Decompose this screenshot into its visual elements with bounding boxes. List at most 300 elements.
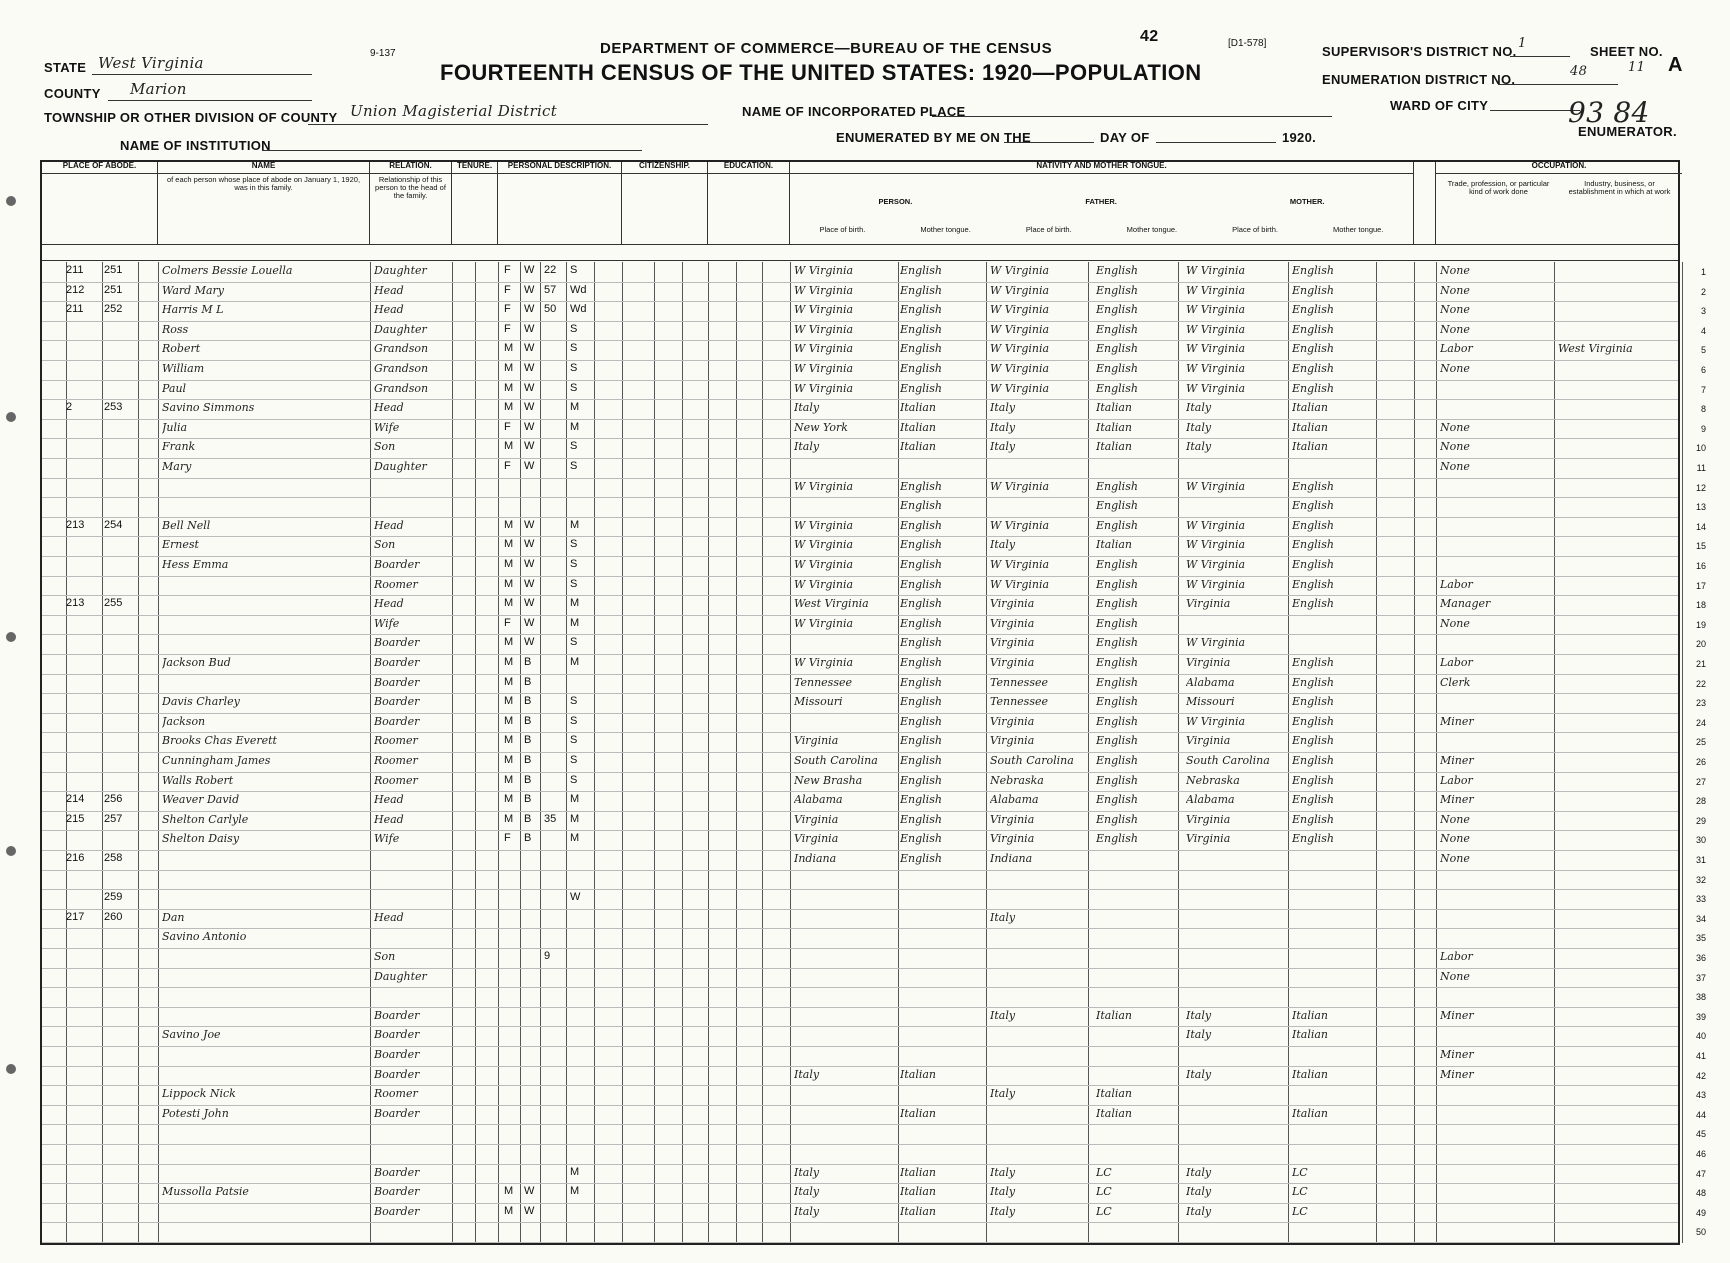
- cell-ms: S: [570, 322, 578, 335]
- cell-name: Robert: [162, 342, 201, 356]
- enumeration-district-label: ENUMERATION DISTRICT NO.: [1322, 72, 1516, 87]
- cell-mtongue: English: [1292, 322, 1334, 336]
- table-row: [42, 830, 1706, 851]
- cell-race: B: [524, 656, 532, 668]
- line-number: 5: [1700, 345, 1706, 356]
- cell-tongue: English: [900, 342, 942, 356]
- cell-mpob: W Virginia: [1186, 264, 1246, 277]
- cell-name: Jackson Bud: [162, 656, 231, 669]
- table-row: [42, 517, 1706, 538]
- cell-ftongue: English: [1096, 518, 1138, 532]
- table-row: [42, 1085, 1706, 1106]
- header-divider: [42, 244, 1678, 245]
- cell-sex: M: [504, 440, 514, 453]
- cell-rel: Head: [374, 283, 404, 297]
- cell-ftongue: English: [1096, 381, 1138, 395]
- column-number-divider: [42, 260, 1678, 261]
- cell-pob: W Virginia: [794, 518, 854, 532]
- table-row: [42, 1144, 1706, 1165]
- cell-ftongue: English: [1096, 558, 1138, 571]
- cell-ftongue: Italian: [1096, 1087, 1133, 1101]
- label-birth: Place of birth.: [1025, 225, 1072, 235]
- cell-rel: Head: [374, 518, 404, 532]
- cell-dw: 214: [66, 793, 85, 806]
- cell-ftongue: English: [1096, 303, 1138, 317]
- line-number: 27: [1695, 776, 1706, 787]
- cell-sex: F: [504, 322, 511, 335]
- table-row: [42, 536, 1706, 557]
- cell-dw: 216: [66, 852, 85, 864]
- line-number: 34: [1695, 913, 1706, 924]
- cell-tongue: English: [900, 773, 942, 787]
- enumeration-district-underline: [1498, 84, 1618, 85]
- cell-mpob: Virginia: [1186, 812, 1231, 826]
- cell-mpob: W Virginia: [1186, 381, 1246, 395]
- cell-tongue: English: [900, 852, 942, 865]
- cell-ftongue: Italian: [1096, 1008, 1133, 1022]
- cell-ms: M: [570, 832, 580, 845]
- cell-race: W: [524, 322, 535, 335]
- cell-rel: Boarder: [374, 1028, 420, 1042]
- col-education: [708, 162, 790, 244]
- cell-mpob: Virginia: [1186, 832, 1231, 846]
- cell-ms: M: [570, 793, 580, 806]
- table-row: [42, 478, 1706, 499]
- cell-rel: Daughter: [374, 969, 427, 983]
- cell-race: W: [524, 460, 535, 472]
- form-code: [D1-578]: [1228, 38, 1267, 49]
- line-number: 22: [1695, 678, 1706, 689]
- cell-mpob: W Virginia: [1186, 538, 1246, 552]
- cell-mtongue: English: [1292, 597, 1334, 611]
- cell-ms: M: [570, 1165, 580, 1178]
- line-number: 21: [1695, 659, 1706, 669]
- cell-pob: W Virginia: [794, 303, 854, 317]
- line-number: 8: [1700, 404, 1706, 415]
- cell-fpob: Virginia: [990, 734, 1035, 748]
- line-number: 11: [1696, 463, 1706, 473]
- cell-fpob: W Virginia: [990, 342, 1050, 356]
- cell-mtongue: English: [1292, 793, 1334, 807]
- cell-fam: 260: [104, 910, 123, 923]
- cell-ms: S: [570, 734, 578, 747]
- cell-fpob: Italy: [990, 1165, 1016, 1179]
- col-personal-description: [498, 162, 622, 244]
- cell-fpob: Virginia: [990, 616, 1035, 630]
- cell-ms: M: [570, 656, 580, 668]
- cell-tongue: English: [900, 538, 942, 552]
- cell-tongue: English: [900, 264, 942, 277]
- cell-fpob: W Virginia: [990, 518, 1050, 532]
- cell-race: B: [524, 812, 532, 825]
- cell-pob: W Virginia: [794, 577, 854, 591]
- cell-rel: Grandson: [374, 342, 429, 356]
- line-number: 38: [1695, 992, 1706, 1003]
- cell-occ: None: [1440, 283, 1470, 297]
- group-label: TENURE.: [452, 162, 497, 174]
- cell-ftongue: English: [1096, 695, 1138, 709]
- cell-pob: Italy: [794, 1165, 820, 1179]
- cell-name: Lippock Nick: [162, 1087, 236, 1101]
- line-number: 30: [1695, 835, 1706, 846]
- cell-name: Jackson: [162, 714, 206, 728]
- cell-fpob: W Virginia: [990, 577, 1050, 591]
- cell-occ: None: [1440, 616, 1470, 630]
- cell-mtongue: LC: [1292, 1185, 1308, 1199]
- table-row: [42, 360, 1706, 381]
- cell-dw: 2: [66, 401, 73, 414]
- sheet-letter: A: [1668, 54, 1683, 76]
- cell-mpob: Italy: [1186, 1185, 1212, 1199]
- cell-race: W: [524, 420, 535, 433]
- cell-fpob: Italy: [990, 910, 1016, 924]
- cell-fam: 251: [104, 264, 123, 276]
- cell-ftongue: English: [1096, 754, 1138, 767]
- table-row: [42, 968, 1706, 989]
- group-label: RELATION.: [370, 162, 451, 174]
- cell-name: Potesti John: [162, 1106, 229, 1120]
- label-birth: Place of birth.: [819, 225, 866, 235]
- cell-mpob: Virginia: [1186, 597, 1231, 611]
- cell-sex: M: [504, 695, 514, 708]
- column-rule: [1682, 262, 1683, 1243]
- cell-occ: Labor: [1440, 342, 1473, 356]
- cell-race: B: [524, 793, 532, 806]
- institution-underline: [262, 150, 642, 151]
- cell-ms: M: [570, 518, 580, 531]
- binding-hole: [6, 632, 16, 642]
- cell-name: Mussolla Patsie: [162, 1185, 249, 1199]
- cell-race: B: [524, 714, 532, 727]
- county-underline: [108, 100, 312, 101]
- name-description: of each person whose place of abode on January 1, 1920, was in this family.: [166, 174, 361, 193]
- cell-mtongue: Italian: [1292, 1028, 1329, 1042]
- cell-dw: 212: [66, 283, 85, 296]
- table-row: [42, 791, 1706, 812]
- page-stamp: 42: [1140, 28, 1159, 45]
- cell-pob: W Virginia: [794, 538, 854, 552]
- col-name: [158, 162, 370, 244]
- cell-rel: Boarder: [374, 714, 420, 728]
- cell-fpob: W Virginia: [990, 479, 1050, 493]
- cell-mtongue: English: [1292, 283, 1334, 297]
- cell-mtongue: English: [1292, 303, 1334, 317]
- cell-sex: M: [504, 793, 514, 806]
- group-label: PLACE OF ABODE.: [42, 162, 157, 174]
- cell-fpob: Italy: [990, 401, 1016, 415]
- cell-fam: 254: [104, 518, 123, 531]
- cell-occ: Labor: [1440, 950, 1473, 963]
- cell-rel: Wife: [374, 832, 400, 846]
- cell-tongue: English: [900, 636, 942, 650]
- cell-ms: M: [570, 812, 580, 825]
- cell-name: Weaver David: [162, 793, 240, 807]
- cell-mtongue: English: [1292, 773, 1334, 787]
- cell-sex: F: [504, 616, 511, 629]
- cell-fpob: W Virginia: [990, 303, 1050, 317]
- cell-fam: 255: [104, 597, 123, 610]
- table-row: [42, 674, 1706, 695]
- cell-name: Walls Robert: [162, 773, 234, 787]
- cell-mtongue: English: [1292, 675, 1334, 689]
- line-number: 46: [1695, 1149, 1706, 1159]
- cell-occ: None: [1440, 303, 1470, 317]
- cell-occ: Miner: [1440, 1008, 1474, 1022]
- cell-sex: M: [504, 381, 514, 394]
- cell-name: Frank: [162, 440, 196, 454]
- schedule-rows: [42, 262, 1706, 1243]
- line-number: 2: [1700, 286, 1706, 297]
- line-number: 6: [1700, 365, 1706, 375]
- cell-occ: None: [1440, 322, 1470, 336]
- cell-dw: 213: [66, 518, 85, 531]
- cell-fpob: Virginia: [990, 832, 1035, 846]
- line-number: 25: [1695, 737, 1706, 748]
- cell-ftongue: English: [1096, 479, 1138, 493]
- cell-ftongue: English: [1096, 597, 1138, 611]
- cell-occ: Miner: [1440, 754, 1474, 767]
- line-number: 19: [1695, 619, 1706, 630]
- cell-pob: W Virginia: [794, 283, 854, 297]
- cell-mtongue: Italian: [1292, 440, 1329, 454]
- cell-name: Savino Joe: [162, 1028, 221, 1042]
- binding-hole: [6, 196, 16, 206]
- cell-occ: None: [1440, 812, 1470, 826]
- table-row: [42, 399, 1706, 420]
- cell-fam: 253: [104, 401, 123, 414]
- cell-ms: Wd: [570, 303, 587, 316]
- cell-race: B: [524, 695, 532, 708]
- line-number: 3: [1700, 306, 1706, 317]
- occupation-col-labels: [1438, 180, 1680, 197]
- cell-tongue: English: [900, 616, 942, 630]
- label-trade: Trade, profession, or particular kind of work done: [1447, 178, 1550, 197]
- cell-tongue: English: [900, 558, 942, 571]
- cell-ms: S: [570, 636, 578, 649]
- cell-sex: M: [504, 812, 514, 825]
- cell-rel: Boarder: [374, 1008, 420, 1022]
- cell-name: Mary: [162, 460, 192, 473]
- cell-mtongue: English: [1292, 754, 1334, 767]
- cell-ftongue: Italian: [1096, 401, 1133, 415]
- cell-pob: W Virginia: [794, 264, 854, 277]
- cell-rel: Head: [374, 793, 404, 807]
- cell-ms: S: [570, 695, 578, 708]
- table-row: [42, 262, 1706, 283]
- cell-rel: Son: [374, 538, 396, 552]
- cell-occ: None: [1440, 832, 1470, 846]
- table-row: [42, 1007, 1706, 1028]
- cell-name: Shelton Daisy: [162, 832, 240, 846]
- line-number: 16: [1695, 561, 1706, 571]
- cell-tongue: English: [900, 812, 942, 826]
- col-relation: [370, 162, 452, 244]
- line-number: 42: [1695, 1070, 1706, 1081]
- cell-pob: Italy: [794, 401, 820, 415]
- table-row: [42, 615, 1706, 636]
- cell-mtongue: Italian: [1292, 1106, 1329, 1120]
- cell-rel: Boarder: [374, 558, 420, 571]
- cell-ms: S: [570, 577, 578, 590]
- cell-fam: 252: [104, 303, 123, 316]
- line-number: 28: [1695, 796, 1706, 807]
- line-number: 18: [1695, 600, 1706, 611]
- table-row: [42, 576, 1706, 597]
- binding-hole: [6, 412, 16, 422]
- cell-rel: Boarder: [374, 656, 420, 669]
- col-place-of-abode: [42, 162, 158, 244]
- cell-ftongue: English: [1096, 362, 1138, 375]
- table-row: [42, 1046, 1706, 1067]
- line-number: 43: [1695, 1090, 1706, 1101]
- cell-tongue: English: [900, 793, 942, 807]
- cell-sex: M: [504, 754, 514, 766]
- cell-rel: Boarder: [374, 1048, 420, 1061]
- cell-race: W: [524, 264, 535, 276]
- cell-tongue: English: [900, 675, 942, 689]
- cell-tongue: Italian: [900, 401, 937, 415]
- cell-dw: 217: [66, 910, 85, 923]
- cell-occ: Miner: [1440, 1067, 1474, 1081]
- cell-ftongue: English: [1096, 616, 1138, 630]
- cell-sex: F: [504, 283, 511, 296]
- cell-fpob: Italy: [990, 1087, 1016, 1101]
- col-occupation: [1436, 162, 1682, 244]
- cell-sex: M: [504, 597, 514, 610]
- cell-mpob: W Virginia: [1186, 322, 1246, 336]
- township-underline: [308, 124, 708, 125]
- table-row: [42, 713, 1706, 734]
- cell-tongue: English: [900, 479, 942, 493]
- cell-mtongue: English: [1292, 656, 1334, 669]
- cell-mpob: Missouri: [1186, 695, 1235, 709]
- col-citizenship: [622, 162, 708, 244]
- cell-pob: W Virginia: [794, 616, 854, 630]
- cell-mtongue: English: [1292, 518, 1334, 532]
- cell-name: Dan: [162, 910, 185, 924]
- cell-mpob: W Virginia: [1186, 303, 1246, 317]
- cell-fpob: W Virginia: [990, 381, 1050, 395]
- enumerator-label: ENUMERATOR.: [1578, 124, 1677, 139]
- cell-race: W: [524, 636, 535, 649]
- cell-sex: M: [504, 1185, 514, 1198]
- table-row: [42, 634, 1706, 655]
- cell-rel: Head: [374, 401, 404, 415]
- cell-ms: S: [570, 362, 578, 374]
- cell-occ: None: [1440, 969, 1470, 983]
- cell-fpob: Italy: [990, 440, 1016, 454]
- cell-fpob: Virginia: [990, 714, 1035, 728]
- cell-fpob: Virginia: [990, 656, 1035, 669]
- line-number: 37: [1695, 972, 1706, 983]
- cell-race: W: [524, 577, 535, 590]
- line-number: 4: [1700, 325, 1706, 336]
- binding-hole: [6, 1064, 16, 1074]
- table-row: [42, 1105, 1706, 1126]
- cell-rel: Boarder: [374, 695, 420, 709]
- cell-pob: Virginia: [794, 832, 839, 846]
- line-number: 9: [1700, 423, 1706, 434]
- cell-sex: F: [504, 832, 511, 845]
- cell-tongue: Italian: [900, 440, 937, 454]
- nativity-father: FATHER.: [1085, 196, 1117, 206]
- table-row: [42, 321, 1706, 342]
- cell-race: W: [524, 597, 535, 610]
- state-underline: [92, 74, 312, 75]
- cell-rel: Roomer: [374, 1087, 418, 1101]
- institution-label: NAME OF INSTITUTION: [120, 138, 271, 153]
- line-number: 45: [1695, 1129, 1706, 1140]
- line-number: 15: [1695, 541, 1706, 552]
- cell-rel: Roomer: [374, 577, 418, 591]
- table-row: [42, 752, 1706, 773]
- cell-occ: None: [1440, 460, 1470, 473]
- cell-name: Bell Nell: [162, 518, 211, 532]
- table-row: [42, 1066, 1706, 1087]
- cell-fam: 258: [104, 852, 123, 864]
- cell-occ: Miner: [1440, 1048, 1474, 1061]
- cell-sex: F: [504, 460, 511, 472]
- cell-fpob: Italy: [990, 1185, 1016, 1199]
- cell-pob: New York: [794, 420, 848, 434]
- cell-race: W: [524, 440, 535, 453]
- line-number: 48: [1695, 1188, 1706, 1199]
- cell-pob: Italy: [794, 440, 820, 454]
- cell-sex: M: [504, 734, 514, 747]
- cell-pob: Italy: [794, 1204, 820, 1218]
- cell-mtongue: English: [1292, 714, 1334, 728]
- cell-race: W: [524, 342, 535, 355]
- cell-ms: W: [570, 891, 581, 904]
- table-row: [42, 850, 1706, 871]
- cell-fpob: Alabama: [990, 793, 1039, 807]
- cell-ms: Wd: [570, 283, 587, 296]
- state-label: STATE: [44, 60, 87, 75]
- cell-ftongue: English: [1096, 322, 1138, 336]
- department-heading: DEPARTMENT OF COMMERCE—BUREAU OF THE CENSUS: [600, 40, 1053, 57]
- line-number: 33: [1695, 894, 1706, 905]
- cell-ms: S: [570, 773, 578, 786]
- cell-sex: F: [504, 303, 511, 316]
- cell-occ: None: [1440, 362, 1470, 375]
- cell-race: W: [524, 1204, 535, 1217]
- cell-ftongue: English: [1096, 832, 1138, 846]
- line-number: 49: [1695, 1207, 1706, 1218]
- cell-mtongue: Italian: [1292, 401, 1329, 415]
- table-row: [42, 948, 1706, 969]
- cell-race: W: [524, 538, 535, 551]
- cell-occ: None: [1440, 440, 1470, 454]
- cell-name: Colmers Bessie Louella: [162, 264, 293, 277]
- binding-hole: [6, 846, 16, 856]
- col-speak-english: [1414, 162, 1436, 244]
- cell-rel: Roomer: [374, 734, 418, 748]
- cell-mtongue: English: [1292, 479, 1334, 493]
- cell-sex: F: [504, 264, 511, 276]
- line-number: 32: [1695, 874, 1706, 885]
- cell-name: Paul: [162, 381, 187, 395]
- group-label: NAME: [158, 162, 369, 174]
- state-value: West Virginia: [98, 54, 204, 72]
- cell-tongue: English: [900, 518, 942, 532]
- cell-name: William: [162, 362, 205, 375]
- table-row: [42, 1164, 1706, 1185]
- cell-name: Ernest: [162, 538, 199, 552]
- cell-fam: 251: [104, 283, 123, 296]
- cell-fpob: South Carolina: [990, 754, 1074, 767]
- cell-ftongue: Italian: [1096, 538, 1133, 552]
- cell-mtongue: LC: [1292, 1165, 1308, 1179]
